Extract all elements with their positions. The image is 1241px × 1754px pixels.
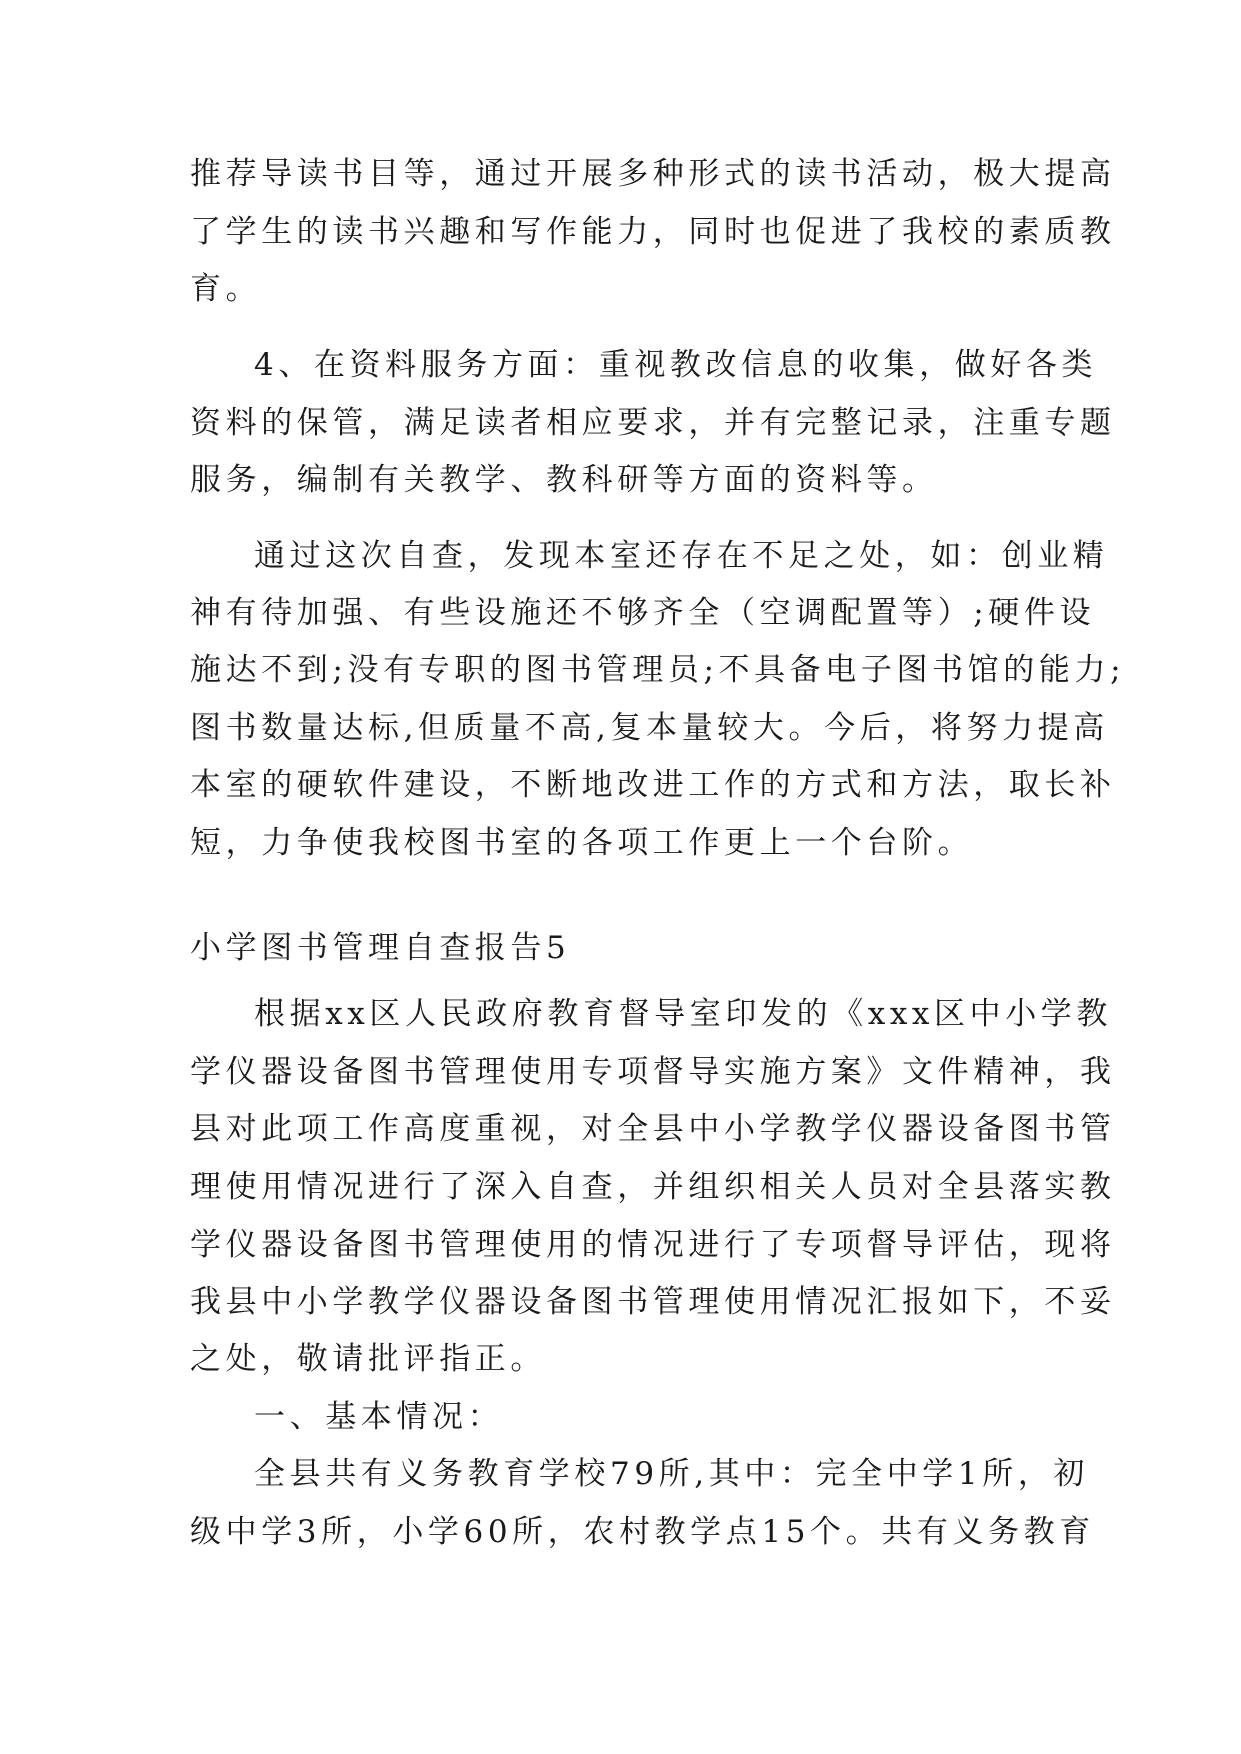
paragraph-line: 图书数量达标,但质量不高,复本量较大。今后，将努力提高 — [190, 710, 1109, 746]
paragraph-line: 全县共有义务教育学校79所,其中：完全中学1所，初 — [254, 1456, 1090, 1492]
paragraph-line: 育。 — [190, 271, 262, 307]
paragraph-line: 神有待加强、有些设施还不够齐全（空调配置等）;硬件设 — [190, 595, 1096, 631]
paragraph-line: 了学生的读书兴趣和写作能力，同时也促进了我校的素质教 — [190, 214, 1116, 250]
paragraph-line: 通过这次自查，发现本室还存在不足之处，如：创业精 — [254, 538, 1109, 574]
paragraph-line: 学仪器设备图书管理使用的情况进行了专项督导评估，现将 — [190, 1227, 1116, 1263]
paragraph-line: 服务，编制有关教学、教科研等方面的资料等。 — [190, 462, 938, 498]
paragraph-line: 资料的保管，满足读者相应要求，并有完整记录，注重专题 — [190, 405, 1116, 441]
section-title: 小学图书管理自查报告5 — [190, 930, 571, 966]
paragraph-line: 短，力争使我校图书室的各项工作更上一个台阶。 — [190, 825, 974, 861]
paragraph-line: 我县中小学教学仪器设备图书管理使用情况汇报如下，不妥 — [190, 1284, 1116, 1320]
paragraph-line: 本室的硬软件建设，不断地改进工作的方式和方法，取长补 — [190, 767, 1116, 803]
paragraph-line: 理使用情况进行了深入自查，并组织相关人员对全县落实教 — [190, 1169, 1116, 1205]
paragraph-line: 之处，敬请批评指正。 — [190, 1341, 546, 1377]
paragraph-line: 县对此项工作高度重视，对全县中小学教学仪器设备图书管 — [190, 1111, 1116, 1147]
paragraph-line: 推荐导读书目等，通过开展多种形式的读书活动，极大提高 — [190, 156, 1116, 192]
paragraph-line: 施达不到;没有专职的图书管理员;不具备电子图书馆的能力; — [190, 652, 1126, 688]
section-heading: 一、基本情况： — [254, 1399, 504, 1435]
paragraph-line: 级中学3所，小学60所，农村教学点15个。共有义务教育 — [190, 1514, 1095, 1550]
paragraph-line: 根据xx区人民政府教育督导室印发的《xxx区中小学教 — [254, 996, 1113, 1032]
paragraph-line: 学仪器设备图书管理使用专项督导实施方案》文件精神，我 — [190, 1054, 1116, 1090]
paragraph-line: 4、在资料服务方面：重视教改信息的收集，做好各类 — [254, 347, 1098, 383]
